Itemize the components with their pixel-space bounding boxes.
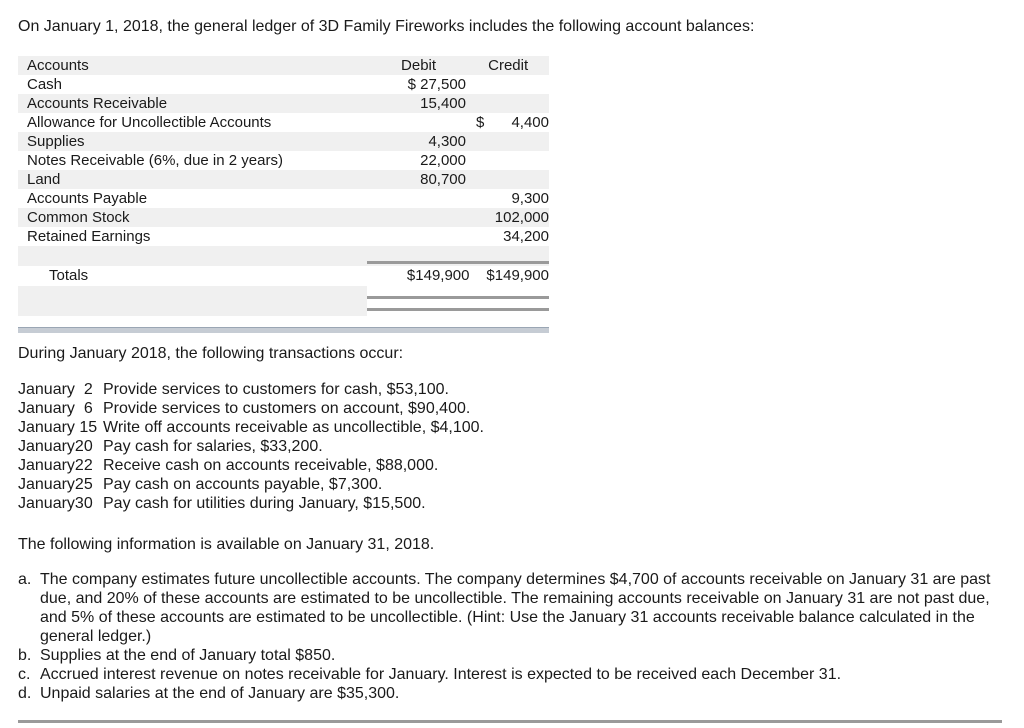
transaction-item — [18, 418, 484, 437]
credit-amount: 9,300 — [511, 190, 549, 207]
transaction-date: January 2 — [18, 381, 93, 398]
transaction-text: Receive cash on accounts receivable, $88,000. — [103, 457, 439, 474]
debit-amount — [367, 208, 466, 227]
totals-double-rule — [18, 286, 549, 330]
credit-amount: 102,000 — [494, 209, 549, 226]
account-name: Supplies — [27, 133, 85, 150]
info-letter: d. — [18, 685, 32, 702]
rule — [367, 296, 549, 299]
account-name: Common Stock — [27, 209, 130, 226]
info-item — [18, 646, 1008, 665]
transactions-intro: During January 2018, the following transactions occur: — [18, 345, 404, 362]
debit-amount: 22,000 — [420, 152, 466, 169]
totals-debit: $149,900 — [406, 267, 470, 284]
transaction-item — [18, 494, 484, 513]
totals-credit: $149,900 — [486, 267, 549, 284]
info-text: Accrued interest revenue on notes receivable for January. Interest is expected to be received each December 31. — [40, 666, 842, 683]
transaction-date: January30 — [18, 495, 93, 512]
info-letter: c. — [18, 666, 31, 683]
info-text: Unpaid salaries at the end of January are $35,300. — [40, 685, 400, 702]
ledger-row — [18, 113, 549, 132]
transaction-item — [18, 399, 484, 418]
account-name: Accounts Receivable — [27, 95, 168, 112]
account-name: Land — [27, 171, 61, 188]
ledger-row — [18, 170, 549, 189]
transaction-text: Write off accounts receivable as uncollectible, $4,100. — [103, 419, 484, 436]
debit-amount — [367, 189, 466, 208]
ledger-row — [18, 94, 549, 113]
totals-label: Totals — [49, 267, 89, 284]
credit-cell — [466, 75, 549, 94]
debit-amount: 15,400 — [420, 95, 466, 112]
credit-sign: $ — [476, 114, 485, 131]
transaction-text: Pay cash for salaries, $33,200. — [103, 438, 323, 455]
intro-text: On January 1, 2018, the general ledger of 3D Family Fireworks includes the following account balances: — [18, 18, 755, 35]
transaction-date: January25 — [18, 476, 93, 493]
transaction-date: January 6 — [18, 400, 93, 417]
transaction-text: Provide services to customers for cash, $53,100. — [103, 381, 449, 398]
ledger-row — [18, 189, 549, 208]
transaction-text: Pay cash on accounts payable, $7,300. — [103, 476, 383, 493]
transaction-date: January22 — [18, 457, 93, 474]
debit-amount — [367, 113, 466, 132]
credit-cell — [466, 94, 549, 113]
transaction-item — [18, 437, 484, 456]
info-item — [18, 665, 1008, 684]
debit-amount: 4,300 — [428, 133, 466, 150]
transaction-item — [18, 475, 484, 494]
info-text: Supplies at the end of January total $850. — [40, 647, 336, 664]
info-text: The company estimates future uncollectible accounts. The company determines $4,700 of accounts receivable on January 31 are past due, and 20% of these accounts are estimated to be uncollectible. The remaining accounts receivable on January 31 are not past due, and 5% of these accounts are estimated to be uncollectible. (Hint: Use the January 31 accounts receivable balance calculated in the general ledger.) — [40, 571, 991, 645]
header-debit: Debit — [401, 57, 437, 74]
info-letter: b. — [18, 647, 32, 664]
ledger-row — [18, 151, 549, 170]
credit-amount: 34,200 — [503, 228, 549, 245]
debit-amount: 80,700 — [420, 171, 466, 188]
ledger-row — [18, 132, 549, 151]
credit-amount: 4,400 — [511, 114, 549, 131]
totals-row — [18, 266, 549, 286]
account-name: Accounts Payable — [27, 190, 148, 207]
credit-cell — [466, 151, 549, 170]
transaction-date: January20 — [18, 438, 93, 455]
transaction-item — [18, 456, 484, 475]
credit-cell — [466, 189, 549, 208]
ledger-row — [18, 208, 549, 227]
debit-amount: $ 27,500 — [407, 76, 466, 93]
info-intro: The following information is available on January 31, 2018. — [18, 536, 435, 553]
bottom-rule — [18, 720, 1002, 723]
info-letter: a. — [18, 571, 32, 588]
table-bottom-bar — [18, 327, 549, 333]
account-name: Retained Earnings — [27, 228, 151, 245]
credit-cell — [466, 132, 549, 151]
rule — [367, 308, 549, 311]
debit-amount — [367, 227, 466, 246]
info-list — [18, 570, 1008, 703]
credit-cell — [466, 113, 549, 132]
account-name: Allowance for Uncollectible Accounts — [27, 114, 272, 131]
transaction-text: Provide services to customers on account, $90,400. — [103, 400, 471, 417]
transaction-date: January 15 — [18, 419, 98, 436]
credit-cell — [466, 227, 549, 246]
ledger-row — [18, 75, 549, 94]
transactions-list — [18, 380, 484, 513]
rule — [367, 261, 549, 264]
transaction-item — [18, 380, 484, 399]
ledger-rows — [18, 75, 549, 246]
ledger-header-row — [18, 56, 549, 75]
credit-cell — [466, 170, 549, 189]
header-credit: Credit — [488, 57, 529, 74]
ledger-table — [18, 56, 549, 330]
info-item — [18, 570, 1008, 646]
header-accounts: Accounts — [27, 57, 89, 74]
ledger-row — [18, 227, 549, 246]
transaction-text: Pay cash for utilities during January, $15,500. — [103, 495, 426, 512]
account-name: Notes Receivable (6%, due in 2 years) — [27, 152, 283, 169]
account-name: Cash — [27, 76, 63, 93]
info-item — [18, 684, 1008, 703]
credit-cell — [466, 208, 549, 227]
